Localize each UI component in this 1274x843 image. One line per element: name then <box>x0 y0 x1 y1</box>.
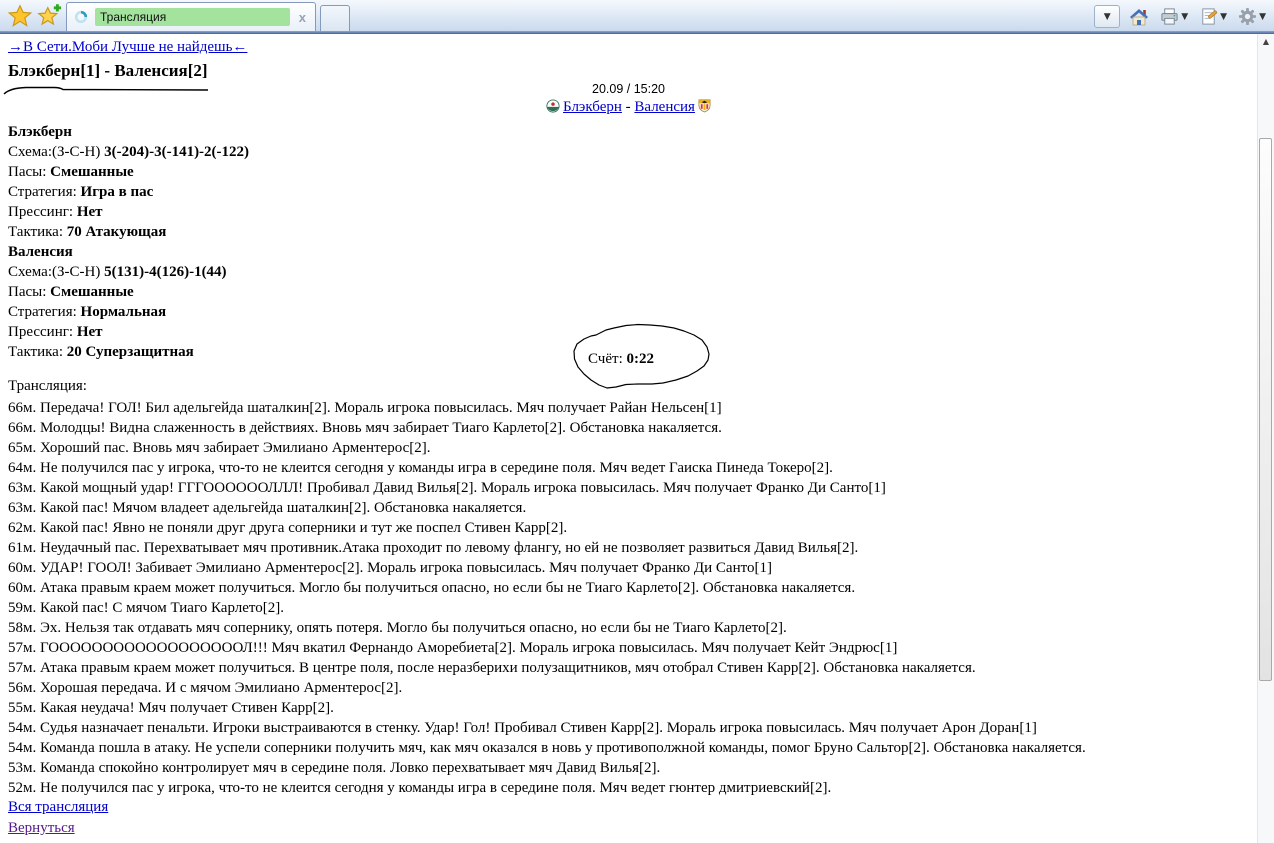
vertical-scrollbar[interactable] <box>1257 34 1274 843</box>
broadcast-line: 58м. Эх. Нельзя так отдавать мяч сопернику, опять потеря. Могло бы получиться опасно, но если бы не Тиаго Карлето[2]. <box>8 620 787 636</box>
broadcast-line: 53м. Команда спокойно контролирует мяч в середине поля. Ловко перехватывает мяч Давид Вилья[2]. <box>8 760 661 776</box>
broadcast-log <box>8 398 1257 798</box>
tab-close-icon[interactable]: x <box>298 9 306 25</box>
broadcast-line: 59м. Какой пас! С мячом Тиаго Карлето[2]. <box>8 600 285 616</box>
broadcast-line: 56м. Хорошая передача. И с мячом Эмилиано Арментерос[2]. <box>8 680 403 696</box>
tools-button[interactable] <box>1236 5 1268 28</box>
broadcast-label: Трансляция: <box>8 378 87 394</box>
team-stat-row: Схема:(З-С-Н) 3(-204)-3(-141)-2(-122) <box>8 144 250 160</box>
favorites-button[interactable] <box>8 4 32 28</box>
heading-underline <box>2 84 214 96</box>
valencia-crest-icon <box>698 98 711 113</box>
team-stat-row: Стратегия: Нормальная <box>8 304 167 320</box>
broadcast-line: 63м. Какой мощный удар! ГГГООООООЛЛЛ! Пробивал Давид Вилья[2]. Мораль игрока повысилась. Мяч получает Франко Ди Санто[1] <box>8 480 886 496</box>
print-menu-arrow-icon[interactable]: ▼ <box>1181 11 1189 22</box>
home-button[interactable] <box>1127 5 1151 29</box>
team-stat-row: Пасы: Смешанные <box>8 284 134 300</box>
full-broadcast-link[interactable]: Вся трансляция <box>8 799 109 815</box>
team-info-block <box>8 122 1257 242</box>
browser-tab-bar <box>0 0 1274 31</box>
tab-loading-spinner-icon <box>74 10 88 24</box>
broadcast-line: 57м. ГООООООООООООООООООЛ!!! Мяч вкатил Фернандо Аморебиета[2]. Мораль игрока повысилась. Мяч получает Кейт Эндрюс[1] <box>8 640 898 656</box>
broadcast-line: 66м. Молодцы! Видна слаженность в действиях. Вновь мяч забирает Тиаго Карлето[2]. Обстановка накаляется. <box>8 420 722 436</box>
promo-link[interactable]: →В Сети.Моби Лучше не найдешь← <box>8 39 248 55</box>
gear-icon <box>1238 7 1257 26</box>
broadcast-line: 52м. Не получился пас у игрока, что-то не клеится сегодня у команды игра в середине поля. Мяч ведет гюнтер дмитриевский[2]. <box>8 780 832 796</box>
page-button[interactable] <box>1197 5 1229 28</box>
team-stat-row: Тактика: 70 Атакующая <box>8 224 167 240</box>
printer-icon <box>1160 7 1179 26</box>
add-favorite-star-icon <box>37 4 61 28</box>
dropdown-button[interactable] <box>1094 5 1120 28</box>
team-name: Валенсия <box>8 244 73 260</box>
tools-menu-arrow-icon[interactable]: ▼ <box>1259 11 1266 22</box>
team-separator: - <box>621 99 635 115</box>
new-tab-button[interactable] <box>320 5 350 31</box>
away-team-link[interactable]: Валенсия <box>634 99 695 115</box>
team-stat-row: Прессинг: Нет <box>8 324 103 340</box>
browser-tab[interactable] <box>66 2 316 31</box>
favorites-star-icon <box>8 4 32 28</box>
broadcast-line: 57м. Атака правым краем может получиться. В центре поля, после неразберихи полузащитников, мяч отобрал Стивен Карр[2]. Обстановка накаляется. <box>8 660 976 676</box>
team-stat-row: Стратегия: Игра в пас <box>8 184 154 200</box>
blackburn-crest-icon <box>546 99 560 113</box>
broadcast-line: 66м. Передача! ГОЛ! Бил адельгейда шаталкин[2]. Мораль игрока повысилась. Мяч получает Райан Нельсен[1] <box>8 400 722 416</box>
broadcast-line: 60м. УДАР! ГООЛ! Забивает Эмилиано Арментерос[2]. Мораль игрока повысилась. Мяч получает Франко Ди Санто[1] <box>8 560 772 576</box>
add-favorite-button[interactable] <box>37 4 61 28</box>
tab-title: Трансляция <box>95 8 290 26</box>
broadcast-line: 54м. Судья назначает пенальти. Игроки выстраиваются в стенку. Удар! Гол! Пробивал Стивен Карр[2]. Мораль игрока повысилась. Мяч получает Арон Доран[1] <box>8 720 1037 736</box>
broadcast-line: 65м. Хороший пас. Вновь мяч забирает Эмилиано Арментерос[2]. <box>8 440 431 456</box>
page-icon <box>1199 7 1218 26</box>
home-icon <box>1129 7 1149 27</box>
print-button[interactable] <box>1158 5 1190 28</box>
match-heading: Блэкберн[1] - Валенсия[2] <box>8 61 208 80</box>
team-name: Блэкберн <box>8 124 72 140</box>
scroll-up-arrow-icon[interactable]: ▲ <box>1262 37 1270 46</box>
team-stat-row: Схема:(З-С-Н) 5(131)-4(126)-1(44) <box>8 264 227 280</box>
page-menu-arrow-icon[interactable]: ▼ <box>1220 11 1228 22</box>
broadcast-line: 60м. Атака правым краем может получиться. Могло бы получиться опасно, но если бы не Тиаго Карлето[2]. Обстановка накаляется. <box>8 580 856 596</box>
chevron-down-icon: ▼ <box>1103 11 1111 22</box>
team-stat-row: Пасы: Смешанные <box>8 164 134 180</box>
page-content <box>0 34 1257 843</box>
command-bar <box>1094 2 1268 31</box>
score-text: Счёт: 0:22 <box>588 351 654 367</box>
broadcast-line: 61м. Неудачный пас. Перехватывает мяч противник.Атака проходит по левому флангу, но ей не позволяет развиться Давид Вилья[2]. <box>8 540 859 556</box>
scrollbar-thumb[interactable] <box>1259 138 1272 681</box>
back-link[interactable]: Вернуться <box>8 820 75 836</box>
broadcast-line: 64м. Не получился пас у игрока, что-то не клеится сегодня у команды игра в середине поля. Мяч ведет Гаиска Пинеда Токеро[2]. <box>8 460 833 476</box>
score-annotation <box>566 321 716 395</box>
teams-line <box>0 98 1257 118</box>
broadcast-line: 54м. Команда пошла в атаку. Не успели соперники получить мяч, как мяч оказался в новь у противополжной команды, помог Бруно Сальтор[2]. Обстановка накаляется. <box>8 740 1086 756</box>
team-stat-row: Прессинг: Нет <box>8 204 103 220</box>
team-stat-row: Тактика: 20 Суперзащитная <box>8 344 194 360</box>
match-datetime: 20.09 / 15:20 <box>592 82 665 96</box>
home-team-link[interactable]: Блэкберн <box>563 99 622 115</box>
broadcast-line: 62м. Какой пас! Явно не поняли друг друга соперники и тут же поспел Стивен Карр[2]. <box>8 520 568 536</box>
broadcast-line: 63м. Какой пас! Мячом владеет адельгейда шаталкин[2]. Обстановка накаляется. <box>8 500 527 516</box>
broadcast-line: 55м. Какая неудача! Мяч получает Стивен Карр[2]. <box>8 700 334 716</box>
